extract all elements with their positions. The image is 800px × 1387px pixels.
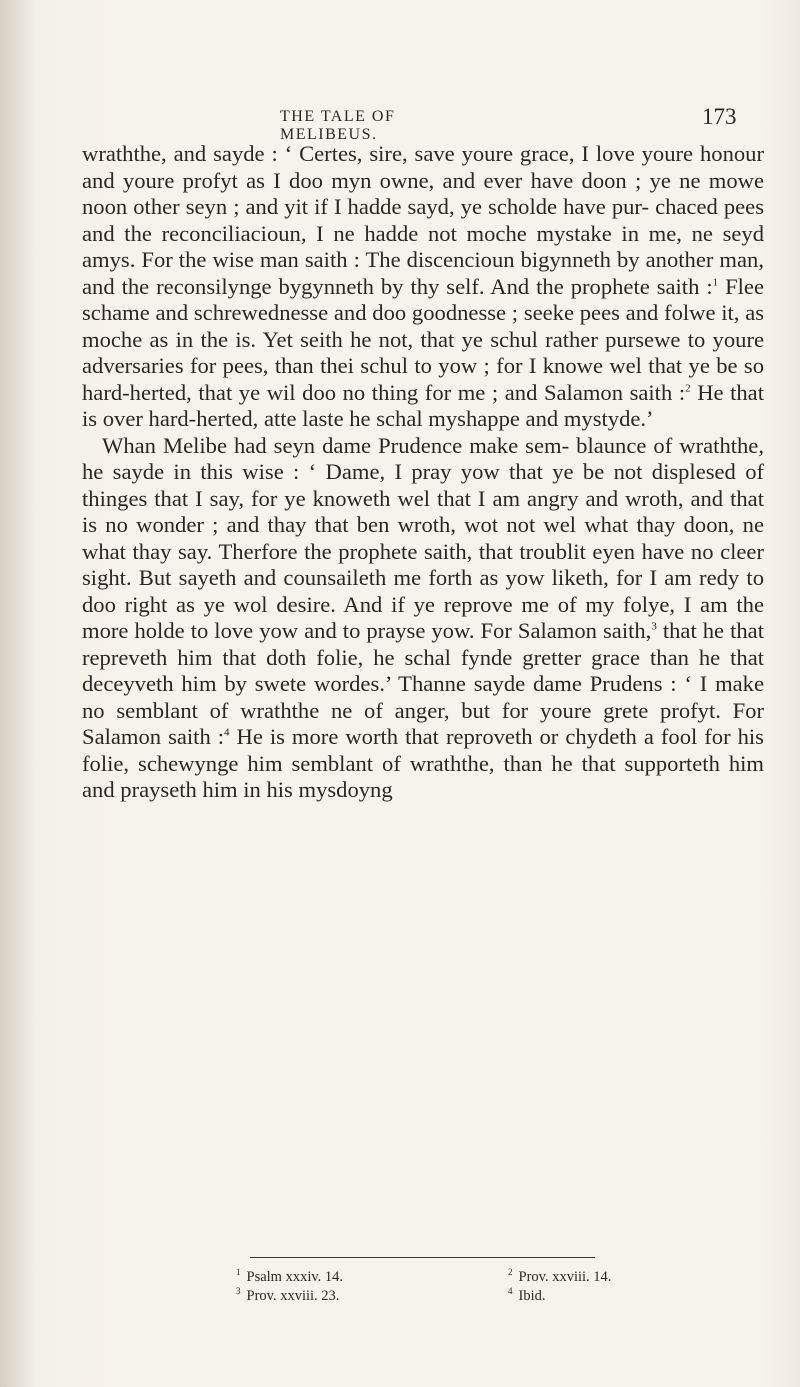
running-title: THE TALE OF MELIBEUS. (280, 108, 396, 143)
main-text (82, 141, 764, 804)
footnote-text: Prov. xxviii. 14. (518, 1269, 612, 1285)
text-line: Whan Melibe had seyn dame Prudence make sem- (102, 432, 570, 458)
footnote-mark: 1 (236, 1267, 241, 1278)
text-line: pray yow that ye be not displesed of thinges that I (82, 459, 765, 511)
text-line: doo no thing for me ; and Salamon saith : (302, 379, 686, 405)
footnote-mark: 3 (236, 1286, 241, 1297)
text-line: the prophete saith, that troublit eyen have no cleer (304, 538, 764, 564)
page-number: 173 (702, 104, 737, 129)
text-line: Flee schame and schrewednesse and (82, 273, 764, 325)
text-line: over hard-herted, atte laste he schal myshappe and (102, 406, 559, 431)
text-line: schewynge him semblant of wraththe, than he that (138, 750, 616, 776)
text-line: I love youre honour and youre profyt as I doo myn (82, 141, 764, 193)
footnote-ref-1: 1 (712, 275, 719, 288)
text-line: sight. But sayeth and counsaileth me forth as yow (82, 565, 545, 590)
text-line: fynde gretter grace than he that deceyveth him by (82, 644, 764, 696)
text-line: and that is no wonder ; and thay that ben wroth, wot (82, 485, 764, 537)
footnote-mark: 2 (508, 1267, 513, 1278)
text-line: wraththe, and sayde : ‘ Certes, sire, save youre grace, (82, 141, 575, 166)
text-line: youre grete profyt. For Salamon saith : (82, 697, 765, 749)
text-line: mystyde.’ (563, 406, 654, 431)
text-line: blaunce of wraththe, he sayde in this wise : ‘ Dame, I (82, 432, 764, 484)
footnote-ref-4: 4 (224, 726, 230, 739)
text-line: supporteth him and prayseth him in his mysdoyng (82, 750, 764, 802)
footnote-text: Prov. xxviii. 23. (246, 1288, 340, 1304)
footnote-1 (236, 1268, 343, 1286)
footnote-ref-2: 2 (685, 381, 691, 394)
footnote-divider (250, 1257, 595, 1258)
text-line: to youre adversaries for pees, than thei schul to yow ; (82, 326, 764, 378)
text-line: swete wordes.’ Thanne sayde dame Prudens : ‘ I (254, 671, 708, 696)
text-line: liketh, for I am redy to doo right as ye wol desire. (82, 565, 764, 617)
text-line: that he that repreveth him that doth folie, he schal (82, 618, 764, 670)
text-line: owne, and ever have doon ; ye ne mowe noon other (82, 167, 764, 219)
text-line: moche mystake in me, ne seyd amys. For the wise (82, 220, 765, 272)
paragraph-2 (82, 433, 764, 804)
text-line: He is more (236, 724, 339, 749)
text-line: seyn ; and yit if I hadde sayd, ye scholde have pur- (185, 194, 650, 219)
text-line: prophete saith : (570, 273, 713, 299)
text-line: man saith : The discencioun bigynneth by another man, (259, 247, 764, 272)
footnote-4 (508, 1287, 545, 1305)
footnote-2 (508, 1268, 611, 1286)
text-line: the is. Yet seith he not, that ye schul rather pursewe (200, 326, 681, 352)
footnote-mark: 4 (508, 1286, 513, 1297)
footnote-text: Ibid. (518, 1288, 546, 1304)
text-line: And if ye reprove me of my folye, I am the more holde (82, 591, 764, 643)
text-line: He that is (82, 379, 764, 431)
footnote-3 (236, 1287, 339, 1305)
text-line: for I knowe wel that ye be so hard-herted, that ye wil (82, 353, 764, 405)
text-line: not wel what thay doon, ne what thay say. Therfore (82, 512, 765, 564)
text-line: and the reconsilynge bygynneth by thy self. And the (82, 273, 564, 299)
paragraph-1 (82, 141, 764, 433)
page-gutter-shadow (0, 0, 34, 1387)
text-line: say, for ye knoweth wel that I am angry and wroth, (209, 485, 684, 511)
text-line: chaced pees and the reconciliacioun, I ne hadde not (82, 194, 764, 246)
text-line: to love yow and to prayse yow. For Salamon saith, (190, 618, 652, 643)
footnote-text: Psalm xxxiv. 14. (246, 1269, 344, 1285)
text-line: doo goodnesse ; seeke pees and folwe it, as moche as in (82, 300, 765, 352)
text-line: make no semblant of wraththe ne of anger, but for (82, 671, 764, 723)
footnote-ref-3: 3 (651, 620, 657, 633)
text-line: worth that reproveth or chydeth a fool for his folie, (82, 724, 764, 776)
